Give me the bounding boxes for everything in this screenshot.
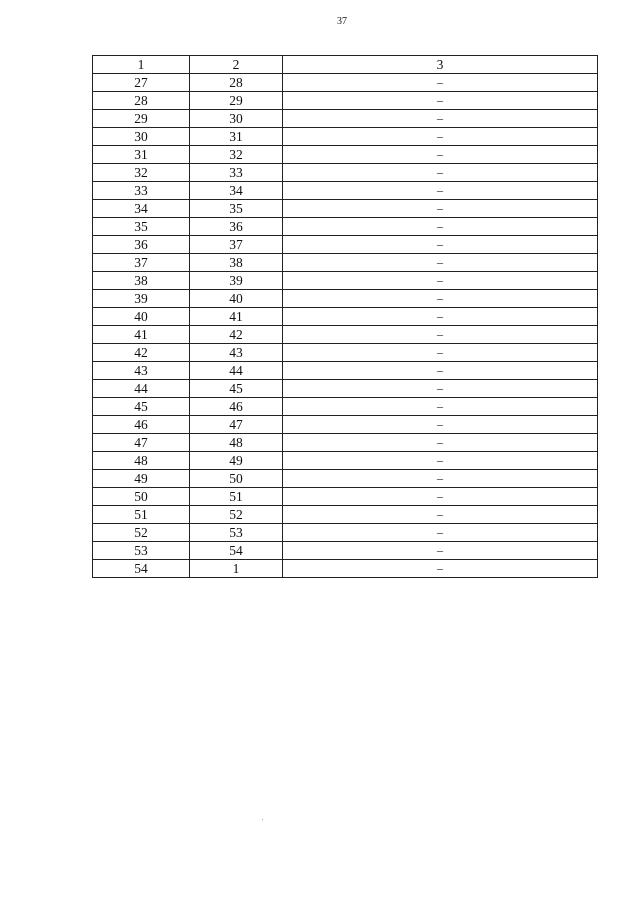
table-row [93, 470, 598, 488]
table-cell-col1: 33 [93, 182, 190, 200]
page-number: 37 [337, 16, 347, 27]
table-row [93, 92, 598, 110]
table-cell-col2: 41 [190, 308, 283, 326]
table-row [93, 560, 598, 578]
table-cell-col1: 48 [93, 452, 190, 470]
table-cell-col1: 42 [93, 344, 190, 362]
table-cell-col2: 47 [190, 416, 283, 434]
table-cell-col3: – [283, 218, 598, 236]
table-row [93, 236, 598, 254]
table-cell-col2: 42 [190, 326, 283, 344]
table-row [93, 380, 598, 398]
table-cell-col3: – [283, 434, 598, 452]
scan-speck [262, 819, 263, 820]
table-cell-col2: 40 [190, 290, 283, 308]
table-cell-col1: 30 [93, 128, 190, 146]
table-cell-col1: 36 [93, 236, 190, 254]
table-row [93, 398, 598, 416]
table-cell-col3: – [283, 524, 598, 542]
table-cell-col3: – [283, 308, 598, 326]
table-cell-col1: 28 [93, 92, 190, 110]
table-cell-col1: 43 [93, 362, 190, 380]
table-cell-col2: 50 [190, 470, 283, 488]
table-cell-col2: 44 [190, 362, 283, 380]
table-header-row [93, 56, 598, 74]
table-cell-col2: 1 [190, 560, 283, 578]
table-cell-col3: – [283, 344, 598, 362]
table-cell-col2: 45 [190, 380, 283, 398]
table-row [93, 524, 598, 542]
table-cell-col3: – [283, 200, 598, 218]
table-body [93, 74, 598, 578]
table-cell-col2: 29 [190, 92, 283, 110]
table-row [93, 128, 598, 146]
table-cell-col3: – [283, 506, 598, 524]
table-cell-col1: 27 [93, 74, 190, 92]
table-header [93, 56, 598, 74]
table-cell-col1: 39 [93, 290, 190, 308]
table-cell-col1: 50 [93, 488, 190, 506]
table-cell-col3: – [283, 236, 598, 254]
table-cell-col1: 35 [93, 218, 190, 236]
table-cell-col3: – [283, 272, 598, 290]
table-cell-col1: 49 [93, 470, 190, 488]
table-row [93, 326, 598, 344]
table-cell-col1: 47 [93, 434, 190, 452]
table-row [93, 182, 598, 200]
table-row [93, 434, 598, 452]
table-cell-col1: 38 [93, 272, 190, 290]
table-cell-col3: – [283, 362, 598, 380]
table-cell-col1: 29 [93, 110, 190, 128]
table-cell-col3: – [283, 146, 598, 164]
table-cell-col1: 41 [93, 326, 190, 344]
table-cell-col3: – [283, 164, 598, 182]
table-row [93, 488, 598, 506]
table-cell-col2: 48 [190, 434, 283, 452]
table-row [93, 542, 598, 560]
table-cell-col1: 44 [93, 380, 190, 398]
table-row [93, 218, 598, 236]
table-cell-col3: – [283, 470, 598, 488]
table-cell-col3: – [283, 542, 598, 560]
table-cell-col3: – [283, 182, 598, 200]
table-cell-col2: 51 [190, 488, 283, 506]
table-row [93, 146, 598, 164]
table-cell-col3: – [283, 380, 598, 398]
table-cell-col3: – [283, 290, 598, 308]
table-cell-col2: 32 [190, 146, 283, 164]
table-cell-col2: 28 [190, 74, 283, 92]
table-cell-col3: – [283, 488, 598, 506]
table-cell-col2: 54 [190, 542, 283, 560]
table-cell-col1: 40 [93, 308, 190, 326]
table-cell-col1: 54 [93, 560, 190, 578]
table-cell-col1: 31 [93, 146, 190, 164]
table-cell-col1: 53 [93, 542, 190, 560]
column-header-3: 3 [283, 56, 598, 74]
table-row [93, 74, 598, 92]
data-table [92, 55, 598, 578]
table-row [93, 452, 598, 470]
table-cell-col2: 31 [190, 128, 283, 146]
table-cell-col2: 35 [190, 200, 283, 218]
table-row [93, 506, 598, 524]
table-row [93, 416, 598, 434]
table-cell-col2: 39 [190, 272, 283, 290]
column-header-1: 1 [93, 56, 190, 74]
table-cell-col1: 52 [93, 524, 190, 542]
table-cell-col2: 46 [190, 398, 283, 416]
table-cell-col3: – [283, 452, 598, 470]
table-row [93, 272, 598, 290]
table-cell-col1: 46 [93, 416, 190, 434]
data-table-container [92, 55, 597, 578]
table-cell-col2: 33 [190, 164, 283, 182]
table-cell-col1: 34 [93, 200, 190, 218]
table-cell-col3: – [283, 128, 598, 146]
table-row [93, 308, 598, 326]
table-cell-col1: 45 [93, 398, 190, 416]
table-cell-col3: – [283, 74, 598, 92]
table-cell-col3: – [283, 326, 598, 344]
table-cell-col2: 36 [190, 218, 283, 236]
table-cell-col3: – [283, 110, 598, 128]
table-cell-col2: 43 [190, 344, 283, 362]
table-row [93, 254, 598, 272]
table-cell-col3: – [283, 254, 598, 272]
table-cell-col3: – [283, 416, 598, 434]
table-cell-col2: 34 [190, 182, 283, 200]
column-header-2: 2 [190, 56, 283, 74]
table-row [93, 290, 598, 308]
table-cell-col1: 37 [93, 254, 190, 272]
table-cell-col3: – [283, 560, 598, 578]
table-row [93, 344, 598, 362]
table-cell-col2: 52 [190, 506, 283, 524]
table-cell-col2: 30 [190, 110, 283, 128]
table-cell-col2: 37 [190, 236, 283, 254]
table-row [93, 200, 598, 218]
table-cell-col2: 38 [190, 254, 283, 272]
table-cell-col3: – [283, 92, 598, 110]
table-cell-col3: – [283, 398, 598, 416]
table-cell-col2: 49 [190, 452, 283, 470]
table-cell-col2: 53 [190, 524, 283, 542]
table-row [93, 110, 598, 128]
table-row [93, 164, 598, 182]
table-cell-col1: 32 [93, 164, 190, 182]
table-row [93, 362, 598, 380]
table-cell-col1: 51 [93, 506, 190, 524]
